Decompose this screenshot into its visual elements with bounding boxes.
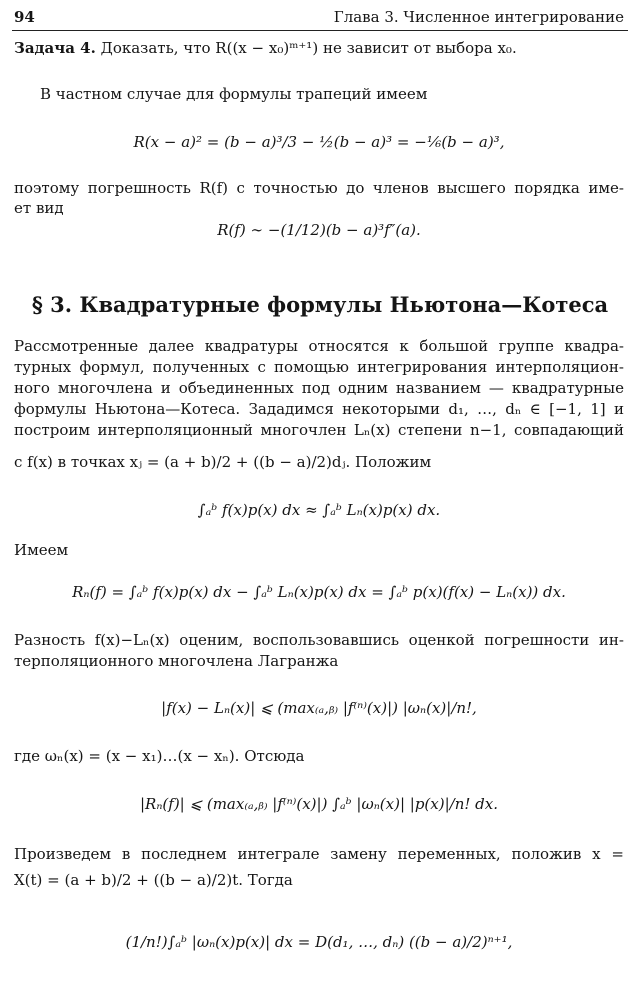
paragraph-omega-def: где ωₙ(x) = (x − x₁)…(x − xₙ). Отсюда [14, 747, 305, 765]
formula-quadrature: ∫ₐᵇ f(x)p(x) dx ≈ ∫ₐᵇ Lₙ(x)p(x) dx. [197, 501, 441, 519]
paragraph-line: терполяционного многочлена Лагранжа [14, 652, 339, 670]
paragraph-error-line-2: ет вид [14, 199, 64, 217]
paragraph-line: построим интерполяционный многочлен Lₙ(x) степени n−1, совпадающий [14, 421, 624, 439]
formula-change-of-variables: (1/n!)∫ₐᵇ |ωₙ(x)p(x)| dx = D(d₁, …, dₙ) ((b − a)/2)ⁿ⁺¹, [125, 933, 513, 951]
section-title: § 3. Квадратурные формулы Ньютона—Котеса [31, 292, 609, 317]
paragraph-line: турных формул, полученных с помощью интегрирования интерполяцион- [14, 358, 624, 376]
formula-lagrange-bound: |f(x) − Lₙ(x)| ⩽ (max₍ₐ,ᵦ₎ |f⁽ⁿ⁾(x)|) |ωₙ(x)|/n!, [161, 699, 477, 717]
paragraph-line: Рассмотренные далее квадратуры относятся к большой группе квадра- [14, 337, 624, 355]
paragraph-line: Произведем в последнем интеграле замену переменных, положив x = [14, 845, 624, 863]
paragraph-line: ного многочлена и объединенных под одним названием — квадратурные [14, 379, 624, 397]
task-text: Доказать, что R((x − x₀)ᵐ⁺¹) не зависит от выбора x₀. [100, 39, 517, 57]
chapter-title: Глава 3. Численное интегрирование [333, 8, 624, 26]
paragraph-line: с f(x) в точках xⱼ = (a + b)/2 + ((b − a)/2)dⱼ. Положим [14, 453, 432, 471]
task-4 [14, 38, 624, 58]
paragraph-line: X(t) = (a + b)/2 + ((b − a)/2)t. Тогда [14, 871, 293, 889]
formula-trapezoid-error: R(x − a)² = (b − a)³/3 − ½(b − a)³ = −⅙(b − a)³, [133, 133, 505, 151]
paragraph-we-have: Имеем [14, 541, 69, 559]
paragraph-error-line-1: поэтому погрешность R(f) с точностью до членов высшего порядка име- [14, 179, 624, 197]
formula-remainder-bound: |Rₙ(f)| ⩽ (max₍ₐ,ᵦ₎ |f⁽ⁿ⁾(x)|) ∫ₐᵇ |ωₙ(x)| |p(x)|/n! dx. [140, 795, 498, 813]
paragraph-trapezoid: В частном случае для формулы трапеций имеем [40, 85, 428, 103]
paragraph-line: формулы Ньютона—Котеса. Зададимся некоторыми d₁, …, dₙ ∈ [−1, 1] и [14, 400, 624, 418]
task-label: Задача 4. [14, 39, 96, 57]
header-rule [12, 30, 628, 31]
page-header [14, 8, 624, 28]
paragraph-line: Разность f(x)−Lₙ(x) оценим, воспользовавшись оценкой погрешности ин- [14, 631, 624, 649]
formula-remainder: Rₙ(f) = ∫ₐᵇ f(x)p(x) dx − ∫ₐᵇ Lₙ(x)p(x) dx = ∫ₐᵇ p(x)(f(x) − Lₙ(x)) dx. [72, 583, 566, 601]
formula-error-estimate: R(f) ∼ −(1/12)(b − a)³f″(a). [217, 221, 421, 239]
page-number: 94 [14, 8, 35, 26]
